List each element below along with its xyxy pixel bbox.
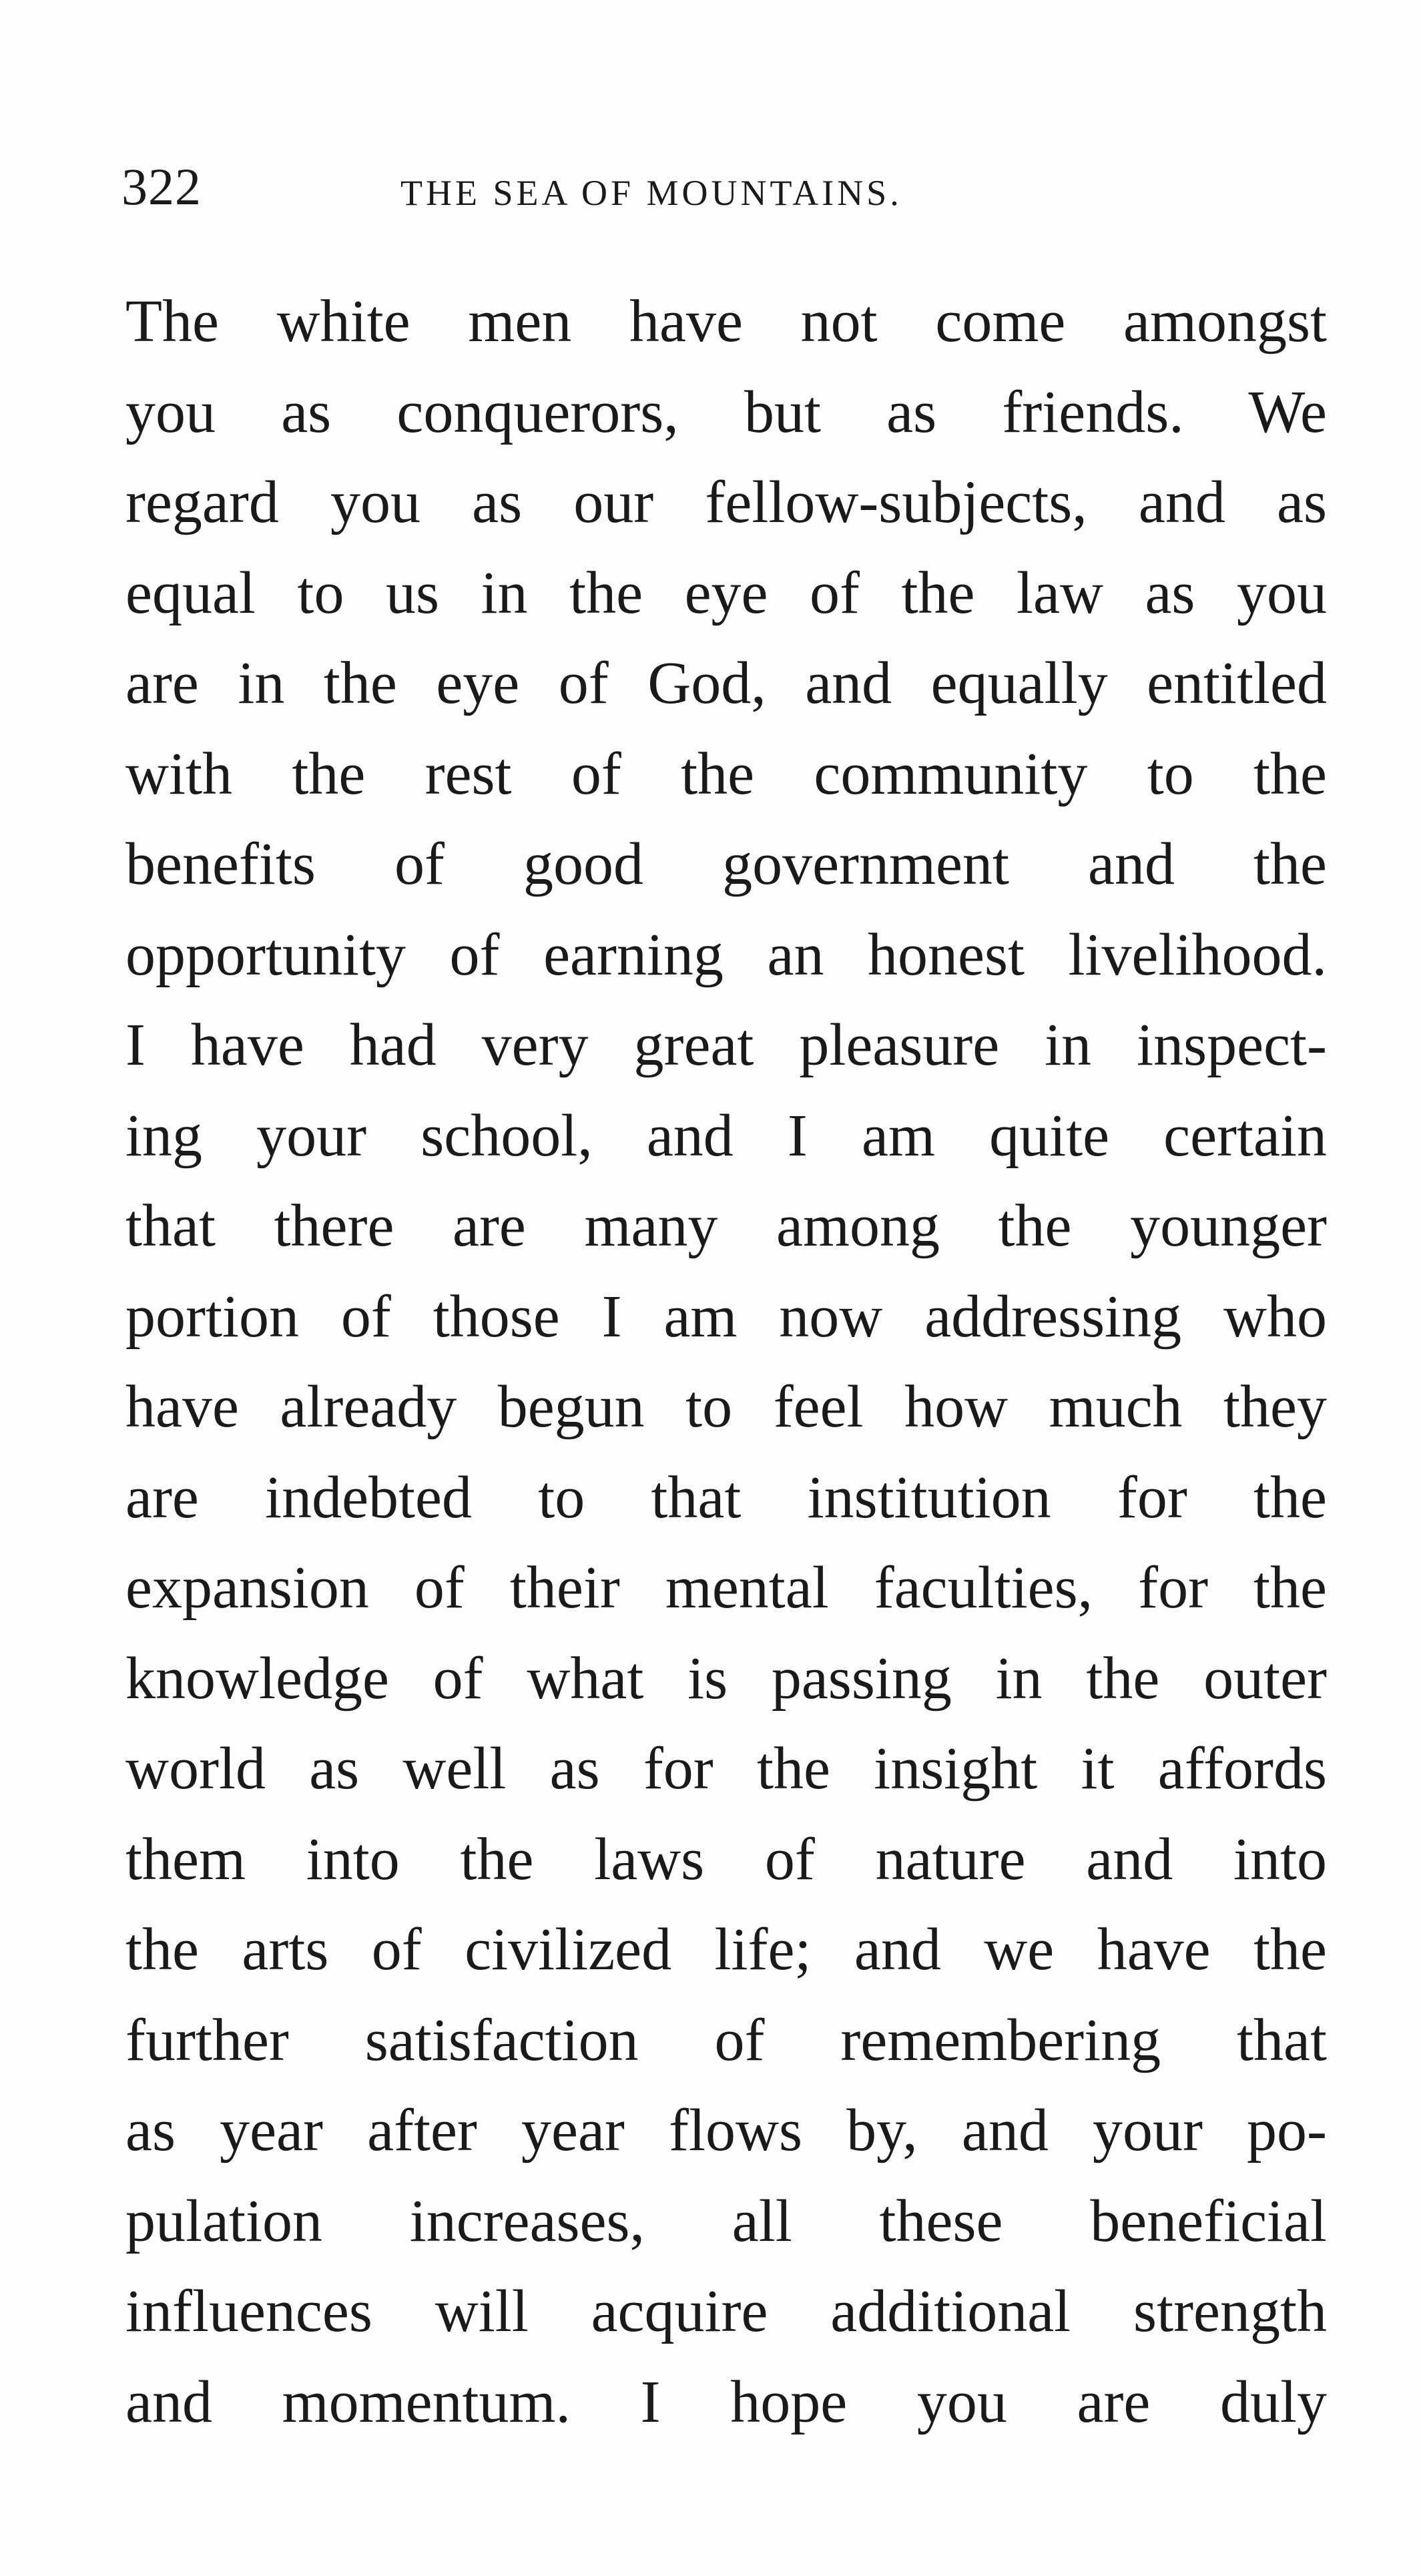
text-line-11: that there are many among the younger (125, 1193, 1327, 1259)
text-line-24: and momentum. I hope you are duly (125, 2368, 1327, 2435)
text-line-12: portion of those I am now addressing who (125, 1283, 1327, 1350)
text-line-2: you as conquerors, but as friends. We (125, 378, 1327, 445)
running-title: THE SEA OF MOUNTAINS. (400, 173, 902, 213)
text-line-21: as year after year flows by, and your po- (125, 2097, 1327, 2163)
text-line-19: the arts of civilized life; and we have the (125, 1916, 1327, 1983)
text-line-15: expansion of their mental faculties, for the (125, 1555, 1327, 1621)
text-line-17: world as well as for the insight it affords (125, 1736, 1327, 1802)
text-line-6: with the rest of the community to the (125, 740, 1327, 807)
text-line-18: them into the laws of nature and into (125, 1826, 1327, 1892)
text-line-16: knowledge of what is passing in the outer (125, 1645, 1327, 1712)
body-text (125, 276, 1327, 2447)
text-line-13: have already begun to feel how much they (125, 1374, 1327, 1440)
text-line-22: pulation increases, all these beneficial (125, 2187, 1327, 2254)
text-line-4: equal to us in the eye of the law as you (125, 559, 1327, 626)
text-line-23: influences will acquire additional strength (125, 2278, 1327, 2344)
text-line-1: The white men have not come amongst (125, 288, 1327, 354)
text-line-3: regard you as our fellow-subjects, and as (125, 469, 1327, 535)
text-line-10: ing your school, and I am quite certain (125, 1102, 1327, 1169)
text-line-9: I have had very great pleasure in inspect- (125, 1012, 1327, 1078)
text-line-8: opportunity of earning an honest livelihood. (125, 921, 1327, 988)
page-number: 322 (121, 158, 202, 216)
text-line-7: benefits of good government and the (125, 831, 1327, 897)
running-head (121, 154, 1323, 234)
text-line-20: further satisfaction of remembering that (125, 2007, 1327, 2073)
text-line-14: are indebted to that institution for the (125, 1464, 1327, 1531)
text-line-5: are in the eye of God, and equally entitled (125, 650, 1327, 716)
